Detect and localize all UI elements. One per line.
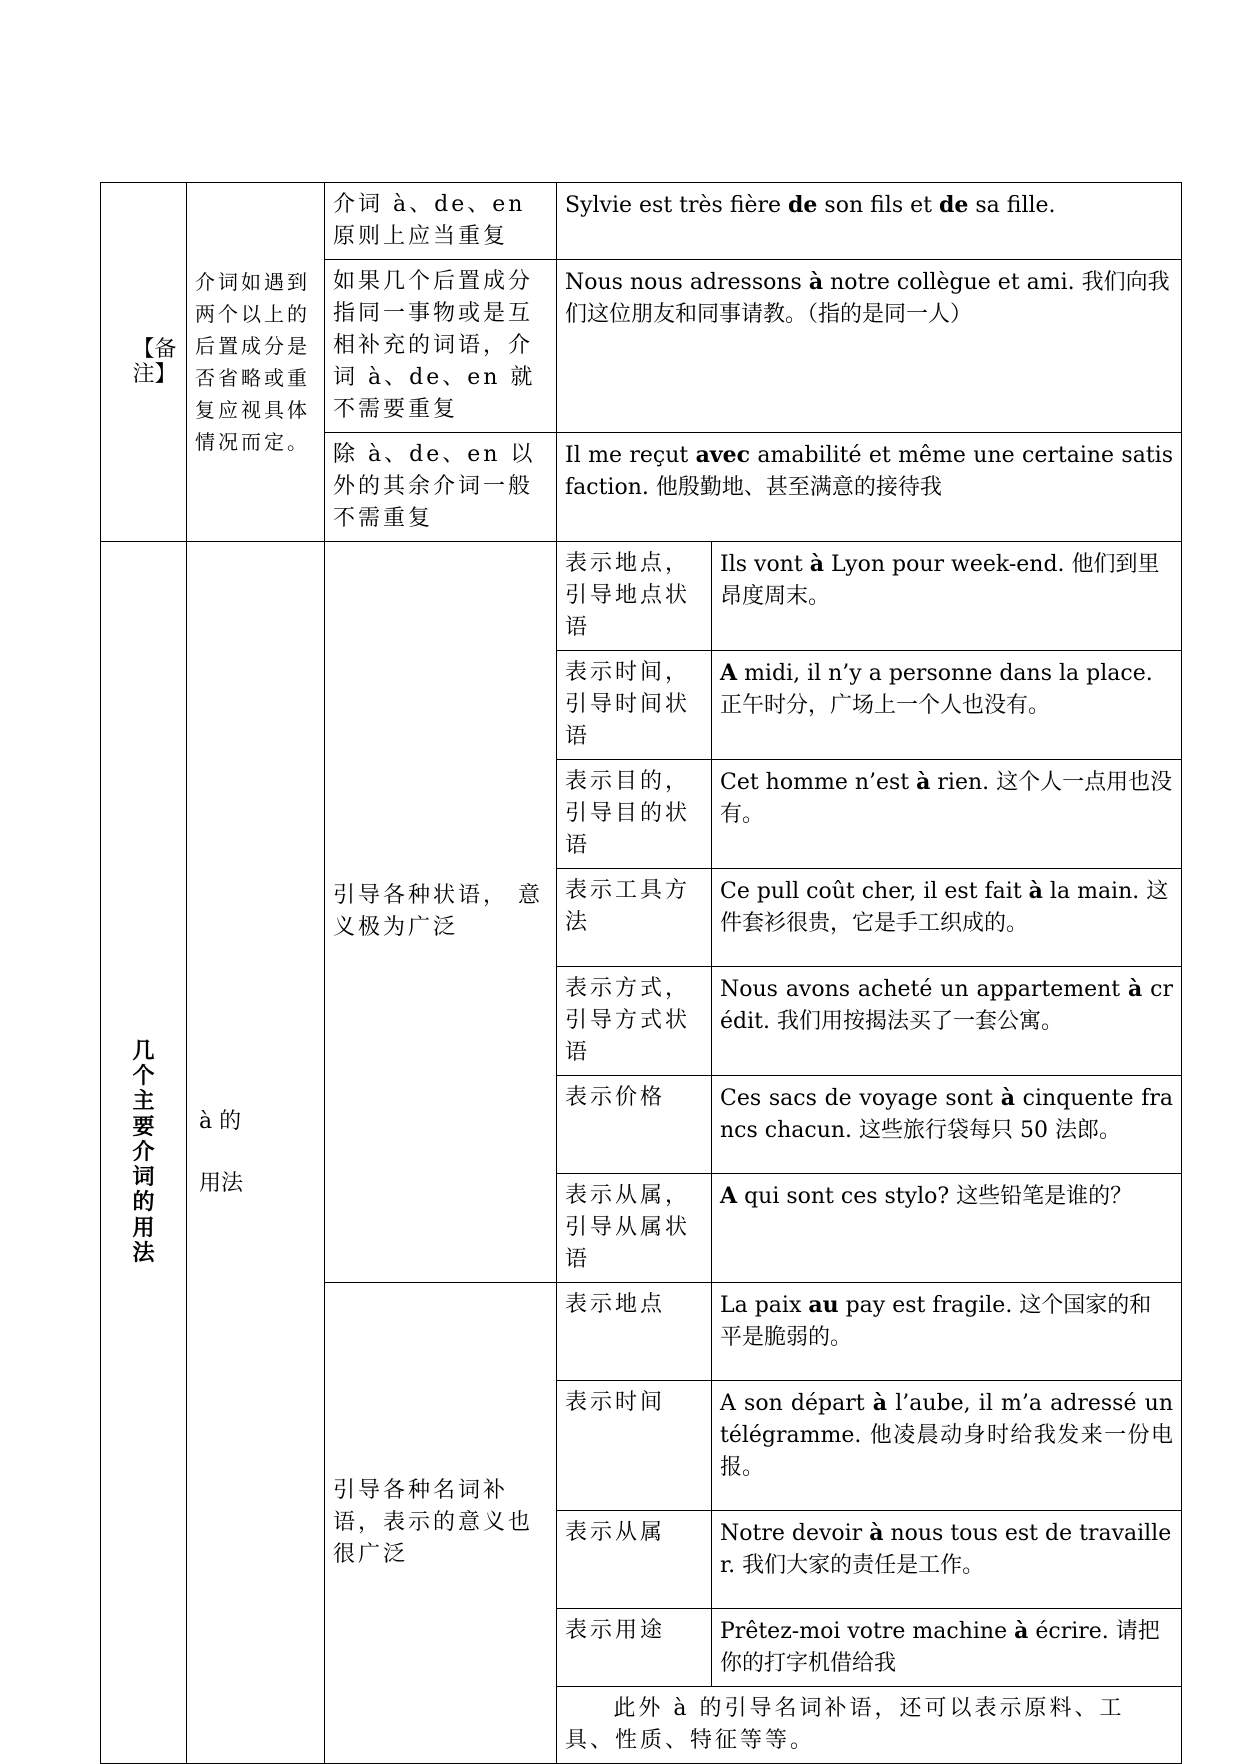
- example-cell: Prêtez-moi votre machine à écrire. 请把你的打字机借给我: [712, 1609, 1182, 1687]
- meaning-cell: 表示从属，引导从属状语: [557, 1174, 712, 1283]
- meaning-cell: 表示时间，引导时间状语: [557, 651, 712, 760]
- remarks-condition: 介词如遇到两个以上的后置成分是否省略或重复应视具体情况而定。: [187, 183, 325, 542]
- remarks-heading: 【备注】: [101, 183, 187, 542]
- meaning-cell: 表示地点: [557, 1283, 712, 1381]
- example-cell: A midi, il n’y a personne dans la place. 正午时分，广场上一个人也没有。: [712, 651, 1182, 760]
- noun-complement-label: 引导各种名词补语，表示的意义也很广泛: [325, 1283, 557, 1764]
- remark-example: Sylvie est très fière de son fils et de sa fille.: [557, 183, 1182, 260]
- example-cell: Nous avons acheté un appartement à crédit. 我们用按揭法买了一套公寓。: [712, 967, 1182, 1076]
- example-cell: A qui sont ces stylo? 这些铅笔是谁的？: [712, 1174, 1182, 1283]
- remark-rule: 介词 à、de、en 原则上应当重复: [325, 183, 557, 260]
- noun-complement-footnote: 此外 à 的引导名词补语，还可以表示原料、工具、性质、特征等等。: [557, 1687, 1182, 1764]
- remark-example: Il me reçut avec amabilité et même une certaine satisfaction. 他殷勤地、甚至满意的接待我: [557, 433, 1182, 542]
- example-cell: Ils vont à Lyon pour week-end. 他们到里昂度周末。: [712, 542, 1182, 651]
- a-usage-title: à 的 用法: [187, 542, 325, 1764]
- meaning-cell: 表示用途: [557, 1609, 712, 1687]
- meaning-cell: 表示时间: [557, 1381, 712, 1511]
- meaning-cell: 表示价格: [557, 1076, 712, 1174]
- meaning-cell: 表示工具方法: [557, 869, 712, 967]
- example-cell: Cet homme n’est à rien. 这个人一点用也没有。: [712, 760, 1182, 869]
- example-cell: Notre devoir à nous tous est de travailler. 我们大家的责任是工作。: [712, 1511, 1182, 1609]
- remark-example: Nous nous adressons à notre collègue et ami. 我们向我们这位朋友和同事请教。（指的是同一人）: [557, 260, 1182, 433]
- remark-rule: 如果几个后置成分指同一事物或是互相补充的词语，介词 à、de、en 就不需要重复: [325, 260, 557, 433]
- example-cell: Ce pull coût cher, il est fait à la main. 这件套衫很贵，它是手工织成的。: [712, 869, 1182, 967]
- meaning-cell: 表示从属: [557, 1511, 712, 1609]
- example-cell: A son départ à l’aube, il m’a adressé un télégramme. 他凌晨动身时给我发来一份电报。: [712, 1381, 1182, 1511]
- adverbial-label: 引导各种状语， 意义极为广泛: [325, 542, 557, 1283]
- main-title: 几个主要介词的用法: [101, 542, 187, 1764]
- example-cell: Ces sacs de voyage sont à cinquente francs chacun. 这些旅行袋每只 50 法郎。: [712, 1076, 1182, 1174]
- meaning-cell: 表示方式，引导方式状语: [557, 967, 712, 1076]
- example-cell: La paix au pay est fragile. 这个国家的和平是脆弱的。: [712, 1283, 1182, 1381]
- remark-rule: 除 à、de、en 以外的其余介词一般不需重复: [325, 433, 557, 542]
- meaning-cell: 表示目的，引导目的状语: [557, 760, 712, 869]
- meaning-cell: 表示地点，引导地点状语: [557, 542, 712, 651]
- preposition-table: [100, 182, 1182, 1764]
